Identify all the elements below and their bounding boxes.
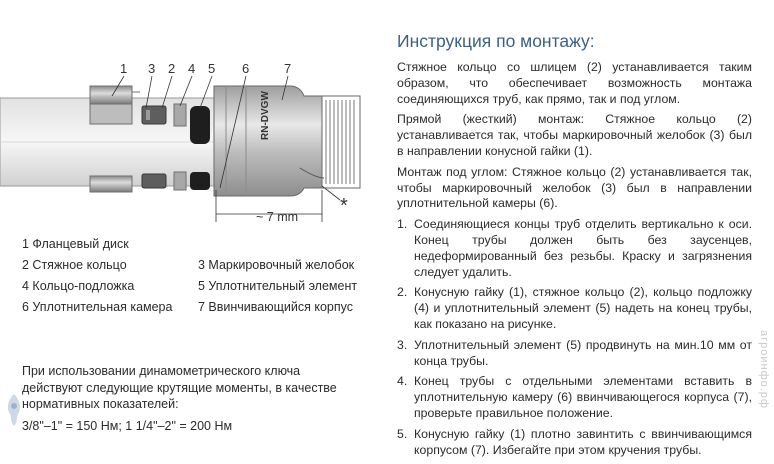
legend-row: [22, 255, 362, 276]
step-text: Конец трубы с отдельными элементами вставить в уплотнительную камеру (6) ввинчивающегося корпуса (7), проверьте правильное положение.: [414, 374, 752, 420]
legend-item: 7 Ввинчивающийся корпус: [198, 300, 353, 314]
instructions-intro: Стяжное кольцо со шлицем (2) устанавливается таким образом, что обеспечивает возможность монтажа соединяющихся труб, как прямо, так и под углом.: [397, 60, 752, 106]
watermark: агроинфо.рф: [758, 330, 770, 409]
list-item: [397, 374, 752, 421]
list-item: [397, 427, 752, 459]
thread: [326, 100, 354, 184]
callout-6: 6: [242, 61, 250, 76]
steps-list: [397, 217, 752, 458]
legend-row: [22, 276, 362, 297]
step-number: 3.: [397, 337, 408, 352]
legend-item: 3 Маркировочный желобок: [198, 258, 355, 272]
instructions-angled: Монтаж под углом: Стяжное кольцо (2) устанавливается так, чтобы маркировочный желобок (3) был в направлении уплотнительной камеры (6).: [397, 164, 752, 211]
parts-legend: [22, 234, 362, 318]
legend-row: [22, 234, 362, 255]
legend-item: 1 Фланцевый диск: [22, 237, 129, 251]
legend-row: [22, 297, 362, 318]
screw-in-body: [214, 86, 360, 196]
list-item: [397, 285, 752, 332]
callout-numbers: [120, 61, 291, 76]
dimension-label: ~ 7 mm: [256, 210, 299, 224]
instructions-straight: Прямой (жесткий) монтаж: Стяжное кольцо (2) устанавливается так, чтобы маркировочный желобок (3) был в направлении конусной гайки (1).: [397, 112, 752, 158]
legend-item: 2 Стяжное кольцо: [22, 258, 127, 272]
instructions: [397, 30, 752, 463]
legend-item: 4 Кольцо-подложка: [22, 279, 135, 293]
step-number: 4.: [397, 374, 408, 389]
fitting-diagram: [0, 0, 385, 235]
step-text: Соединяющиеся концы труб отделить вертикально к оси. Конец трубы должен быть без заусенцев, недеформированный без резьбы. Краску и загрязнения следует удалить.: [414, 217, 752, 279]
step-number: 1.: [397, 217, 408, 232]
asterisk-mark: *: [340, 195, 348, 217]
step-number: 5.: [397, 426, 408, 441]
legend-item: 6 Уплотнительная камера: [22, 300, 173, 314]
list-item: [397, 217, 752, 280]
callout-2: 2: [168, 61, 176, 76]
step-number: 2.: [397, 285, 408, 300]
logo-icon: [4, 392, 24, 428]
legend-item: 5 Уплотнительный элемент: [198, 279, 358, 293]
step-text: Конусную гайку (1) плотно завинтить с ввинчивающимся корпусом (7). Избегайте при этом кручения трубы.: [414, 426, 752, 457]
body-marking: RN-DVGW: [260, 91, 271, 140]
torque-note: [22, 363, 362, 434]
callout-3: 3: [148, 61, 156, 76]
torque-text: При использовании динамометрического ключа действуют следующие крутящие моменты, в качестве нормативных показателей:: [22, 364, 337, 411]
list-item: [397, 338, 752, 370]
callout-7: 7: [284, 61, 292, 76]
step-text: Уплотнительный элемент (5) продвинуть на мин.10 мм от конца трубы.: [414, 337, 752, 368]
step-text: Конусную гайку (1), стяжное кольцо (2), кольцо подложку (4) и уплотнительный элемент (5) надеть на конец трубы, как показано на рисунке.: [414, 285, 752, 331]
callout-1: 1: [120, 61, 128, 76]
instructions-title: Инструкция по монтажу:: [397, 31, 595, 51]
torque-values: 3/8"–1" = 150 Нм; 1 1/4"–2" = 200 Нм: [22, 418, 233, 433]
callout-5: 5: [208, 61, 216, 76]
callout-4: 4: [188, 61, 196, 76]
